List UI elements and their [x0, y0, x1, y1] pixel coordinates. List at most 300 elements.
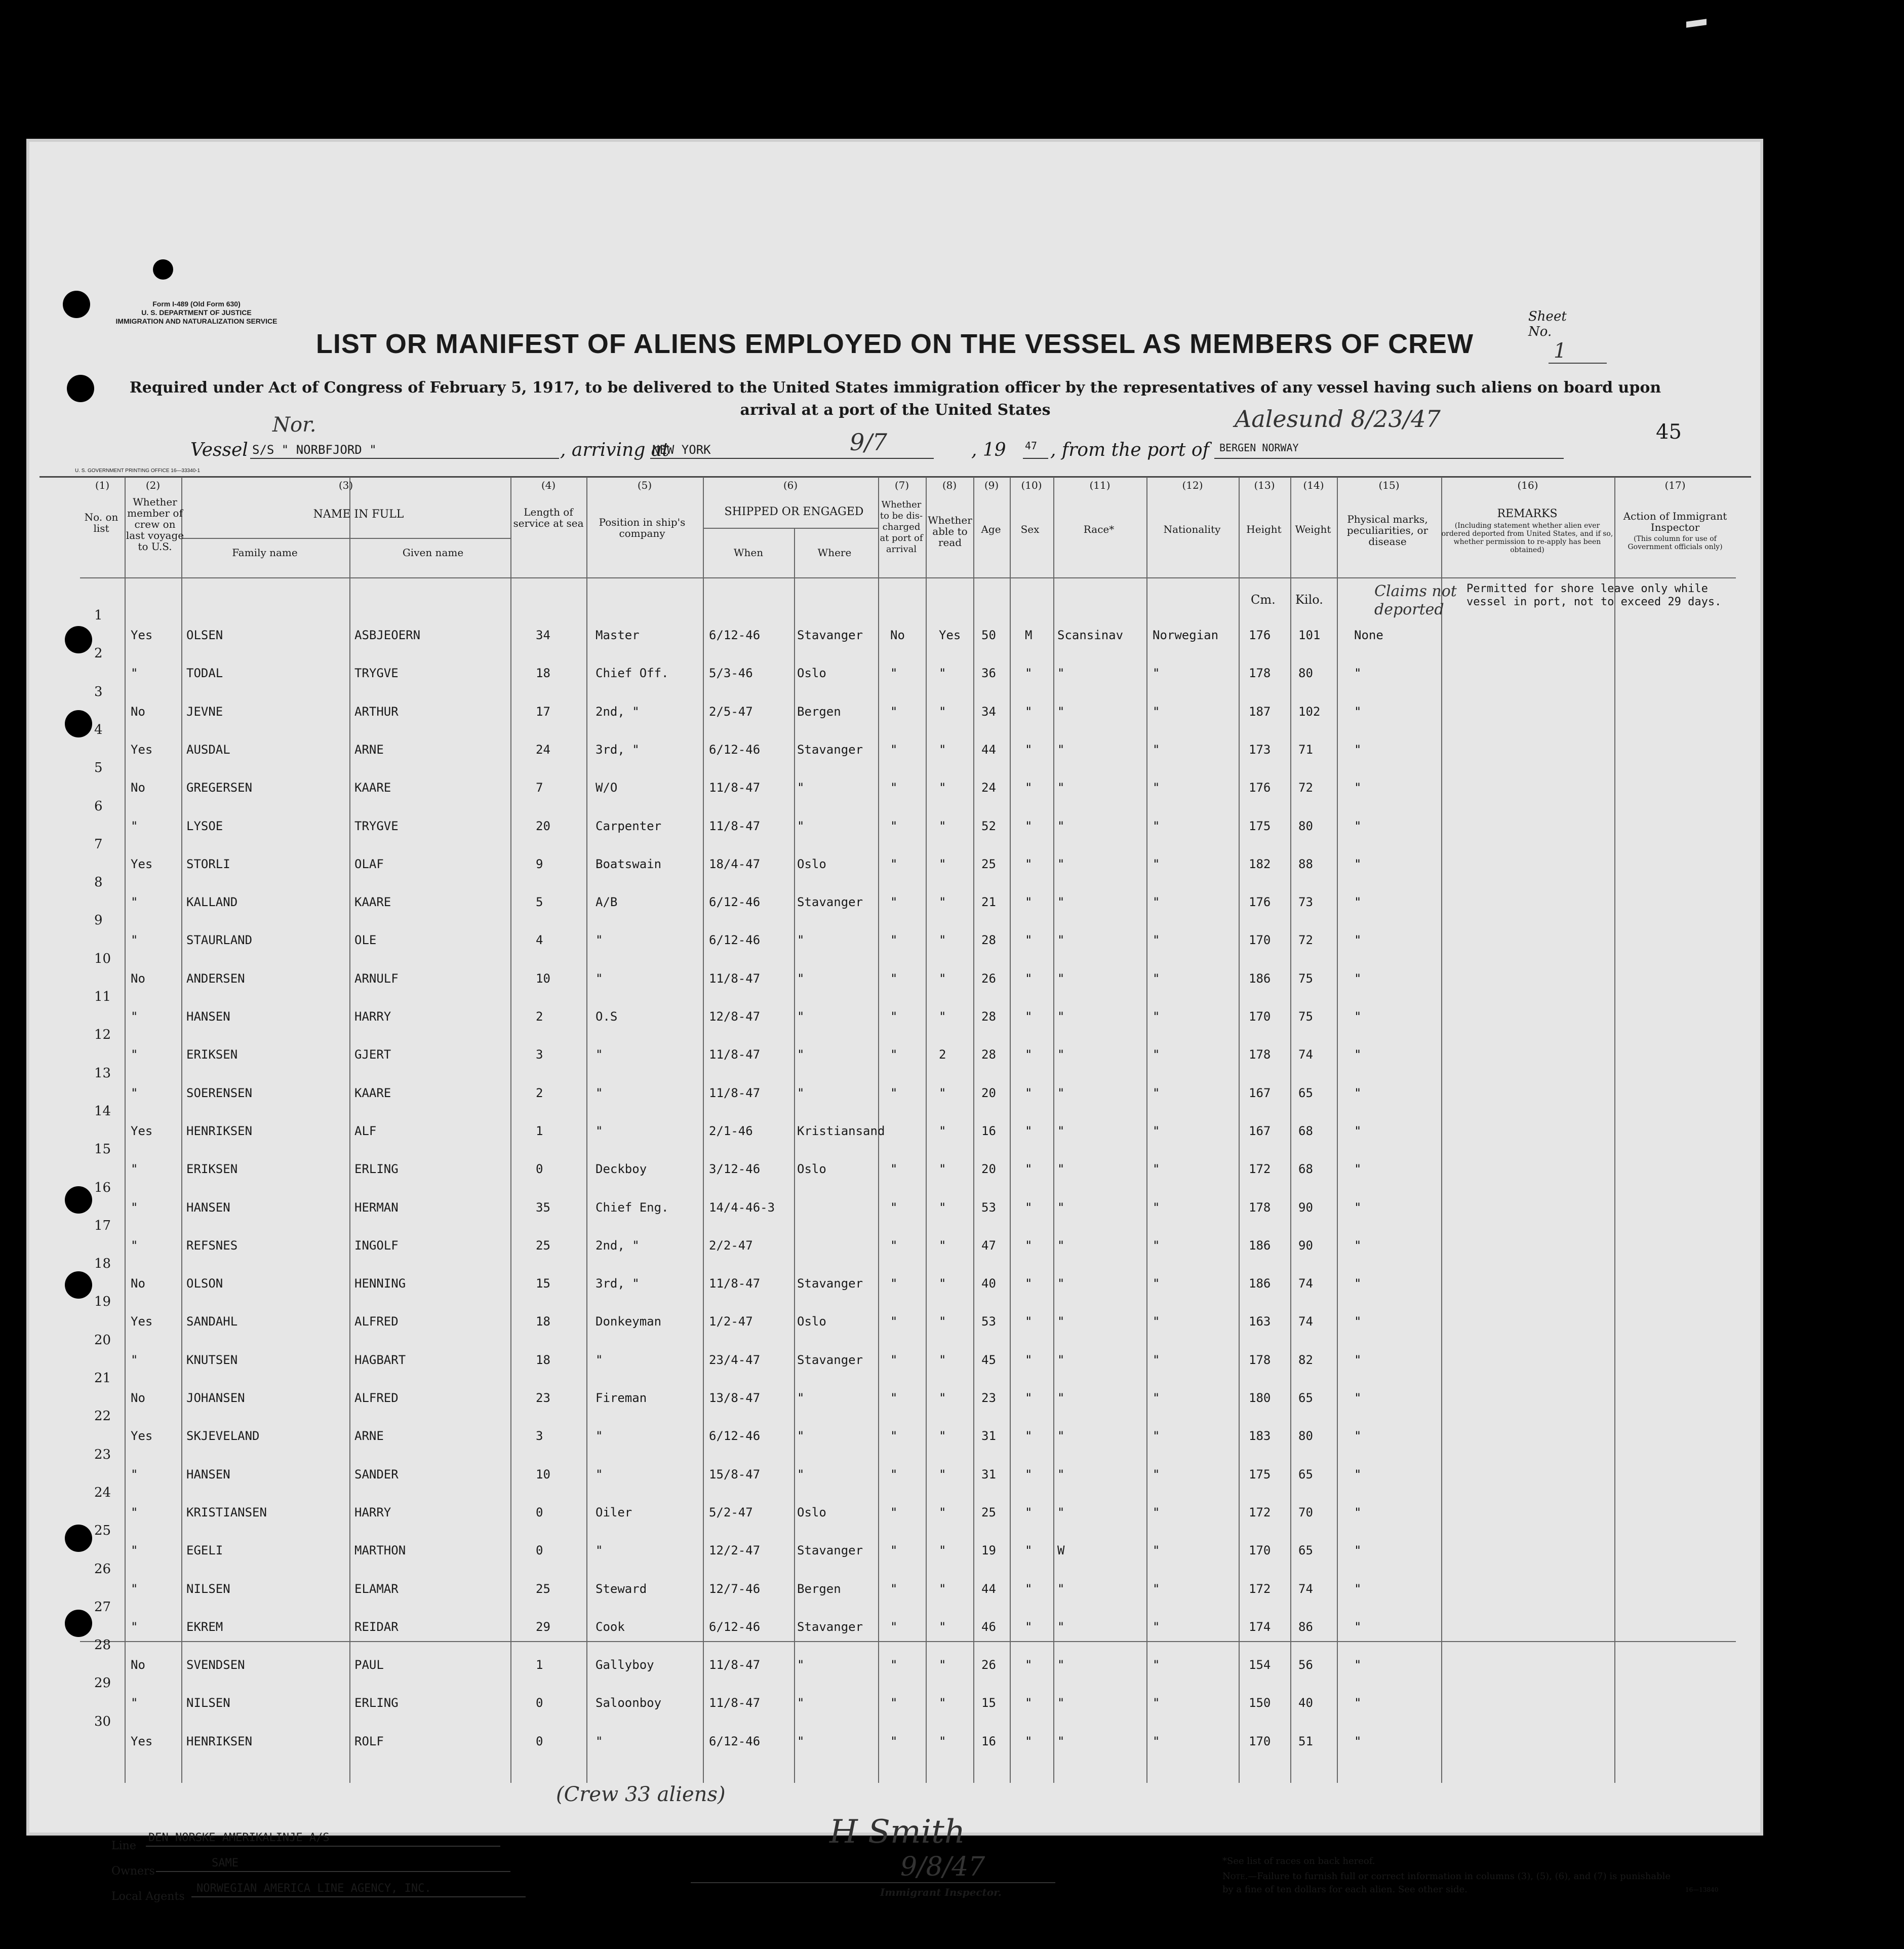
cell-row-number: 23 — [94, 1447, 111, 1462]
cell-height: 182 — [1249, 856, 1271, 871]
cell-family-name: KRISTIANSEN — [186, 1505, 267, 1519]
cell-when: 11/8-47 — [709, 1658, 761, 1672]
cell-physical: " — [1354, 742, 1362, 757]
cell-physical: " — [1354, 781, 1362, 795]
cell-position: Steward — [596, 1581, 647, 1596]
cell-nationality: " — [1153, 1543, 1160, 1558]
cell-prior-voyage: Yes — [131, 1734, 153, 1748]
cell-nationality: " — [1153, 1238, 1160, 1253]
cell-race: " — [1057, 1009, 1065, 1024]
cell-weight: 80 — [1298, 818, 1313, 833]
cell-read: " — [939, 1696, 946, 1710]
cell-where: Kristiansand — [797, 1123, 885, 1138]
cell-race: " — [1057, 1505, 1065, 1519]
cell-given-name: KAARE — [354, 1085, 391, 1100]
cell-height: 183 — [1249, 1429, 1271, 1444]
cell-position: Saloonboy — [596, 1696, 662, 1710]
cell-weight: 72 — [1298, 781, 1313, 795]
cell-prior-voyage: " — [131, 1162, 138, 1177]
cell-sex: " — [1025, 1162, 1033, 1177]
races-note: *See list of races on back hereof. — [1222, 1856, 1375, 1866]
cell-row-number: 5 — [94, 760, 103, 776]
header-remarks: REMARKS — [1497, 508, 1558, 520]
cell-family-name: NILSEN — [186, 1696, 230, 1710]
cell-prior-voyage: " — [131, 1581, 138, 1596]
cell-when: 11/8-47 — [709, 781, 761, 795]
cell-prior-voyage: " — [131, 895, 138, 910]
header-action: Action of Immigrant Inspector — [1623, 510, 1727, 533]
cell-prior-voyage: " — [131, 1238, 138, 1253]
cell-discharged: No — [890, 628, 905, 642]
cell-where: Oslo — [797, 666, 826, 681]
cell-nationality: " — [1153, 1276, 1160, 1291]
column-number: (6) — [783, 479, 798, 491]
cell-sex: " — [1025, 666, 1033, 681]
cell-race: " — [1057, 971, 1065, 986]
cell-service-length: 7 — [536, 781, 543, 795]
cell-age: 28 — [981, 933, 996, 948]
cell-weight: 56 — [1298, 1658, 1313, 1672]
cell-prior-voyage: " — [131, 1085, 138, 1100]
cell-physical: " — [1354, 818, 1362, 833]
cell-given-name: OLAF — [354, 856, 384, 871]
table-column-rule — [586, 477, 587, 1783]
cell-discharged: " — [890, 1619, 898, 1634]
header-family-name: Family name — [232, 547, 298, 559]
cell-sex: " — [1025, 742, 1033, 757]
cell-when: 11/8-47 — [709, 971, 761, 986]
cell-height: 186 — [1249, 1276, 1271, 1291]
cell-weight: 65 — [1298, 1543, 1313, 1558]
cell-age: 20 — [981, 1162, 996, 1177]
table-column-rule — [794, 528, 795, 1783]
cell-age: 44 — [981, 1581, 996, 1596]
cell-service-length: 2 — [536, 1085, 543, 1100]
cell-age: 36 — [981, 666, 996, 681]
cell-given-name: KAARE — [354, 895, 391, 910]
cell-when: 11/8-47 — [709, 1085, 761, 1100]
cell-discharged: " — [890, 933, 898, 948]
cell-where: Stavanger — [797, 1543, 863, 1558]
cell-position: 2nd, " — [596, 704, 640, 719]
cell-physical: None — [1354, 628, 1383, 642]
cell-race: " — [1057, 1276, 1065, 1291]
cell-family-name: OLSON — [186, 1276, 223, 1291]
cell-age: 28 — [981, 1047, 996, 1062]
cell-where: " — [797, 1658, 805, 1672]
cell-family-name: KALLAND — [186, 895, 238, 910]
cell-physical: " — [1354, 933, 1362, 948]
cell-sex: " — [1025, 1200, 1033, 1215]
cell-prior-voyage: " — [131, 1467, 138, 1482]
table-column-rule — [973, 477, 974, 1783]
remarks-handwritten: Claims not deported — [1374, 582, 1457, 618]
cell-physical: " — [1354, 1314, 1362, 1329]
cell-prior-voyage: No — [131, 971, 145, 986]
cell-discharged: " — [890, 1314, 898, 1329]
from-port-label: , from the port of — [1050, 440, 1209, 460]
cell-given-name: ROLF — [354, 1734, 384, 1748]
cell-position: " — [596, 1047, 603, 1062]
cell-race: " — [1057, 1658, 1065, 1672]
inspector-label: Immigrant Inspector. — [880, 1886, 1002, 1898]
cell-read: " — [939, 1276, 946, 1291]
cell-nationality: " — [1153, 818, 1160, 833]
cell-height: 170 — [1249, 1734, 1271, 1748]
vessel-flag-handwritten: Nor. — [272, 413, 316, 437]
cell-weight: 51 — [1298, 1734, 1313, 1748]
cell-family-name: HANSEN — [186, 1200, 230, 1215]
cell-given-name: REIDAR — [354, 1619, 399, 1634]
cell-given-name: TRYGVE — [354, 666, 399, 681]
cell-race: " — [1057, 704, 1065, 719]
cell-where: Stavanger — [797, 628, 863, 642]
cell-height: 170 — [1249, 933, 1271, 948]
cell-sex: " — [1025, 1276, 1033, 1291]
cell-race: " — [1057, 1734, 1065, 1748]
cell-sex: " — [1025, 895, 1033, 910]
cell-family-name: HANSEN — [186, 1009, 230, 1024]
cell-discharged: " — [890, 1505, 898, 1519]
cell-family-name: LYSOE — [186, 818, 223, 833]
cell-position: Deckboy — [596, 1162, 647, 1177]
table-column-rule — [349, 477, 350, 1783]
cell-row-number: 11 — [94, 989, 111, 1004]
cell-service-length: 1 — [536, 1123, 543, 1138]
cell-discharged: " — [890, 1047, 898, 1062]
cell-discharged: " — [890, 781, 898, 795]
punch-hole — [65, 1610, 92, 1637]
cell-read: " — [939, 818, 946, 833]
cell-sex: " — [1025, 1581, 1033, 1596]
cell-height: 176 — [1249, 895, 1271, 910]
cell-age: 26 — [981, 971, 996, 986]
cell-family-name: REFSNES — [186, 1238, 238, 1253]
cell-service-length: 9 — [536, 856, 543, 871]
cell-family-name: TODAL — [186, 666, 223, 681]
cell-age: 21 — [981, 895, 996, 910]
cell-row-number: 3 — [94, 684, 103, 699]
cell-row-number: 6 — [94, 798, 103, 814]
cell-given-name: OLE — [354, 933, 377, 948]
cell-read: " — [939, 1123, 946, 1138]
punch-hole — [67, 375, 94, 402]
cell-race: W — [1057, 1543, 1065, 1558]
cell-nationality: " — [1153, 1085, 1160, 1100]
cell-physical: " — [1354, 1009, 1362, 1024]
cell-position: A/B — [596, 895, 618, 910]
cell-read: " — [939, 1238, 946, 1253]
cell-row-number: 9 — [94, 913, 103, 928]
cell-family-name: ANDERSEN — [186, 971, 245, 986]
cell-nationality: " — [1153, 933, 1160, 948]
cell-family-name: SANDAHL — [186, 1314, 238, 1329]
cell-service-length: 2 — [536, 1009, 543, 1024]
cell-sex: " — [1025, 781, 1033, 795]
cell-family-name: OLSEN — [186, 628, 223, 642]
column-number: (9) — [984, 479, 999, 491]
cell-physical: " — [1354, 1734, 1362, 1748]
cell-nationality: " — [1153, 1314, 1160, 1329]
cell-row-number: 14 — [94, 1103, 111, 1119]
cell-nationality: " — [1153, 1581, 1160, 1596]
cell-age: 50 — [981, 628, 996, 642]
penalty-note — [1222, 1870, 1678, 1896]
table-column-rule — [703, 477, 704, 1783]
cell-discharged: " — [890, 1238, 898, 1253]
cell-race: " — [1057, 1352, 1065, 1367]
cell-where: " — [797, 1009, 805, 1024]
owners-label: Owners — [111, 1865, 155, 1878]
cell-position: " — [596, 1085, 603, 1100]
cell-when: 2/1-46 — [709, 1123, 753, 1138]
cell-service-length: 4 — [536, 933, 543, 948]
cell-service-length: 0 — [536, 1543, 543, 1558]
cell-given-name: ALFRED — [354, 1391, 399, 1405]
cell-service-length: 34 — [536, 628, 550, 642]
cell-sex: " — [1025, 1238, 1033, 1253]
sheet-label: Sheet No. — [1528, 309, 1567, 339]
cell-nationality: " — [1153, 1162, 1160, 1177]
cell-service-length: 1 — [536, 1658, 543, 1672]
table-column-rule — [1614, 477, 1615, 1783]
header-where: Where — [817, 547, 852, 559]
cell-sex: " — [1025, 1734, 1033, 1748]
cell-sex: " — [1025, 818, 1033, 833]
cell-physical: " — [1354, 895, 1362, 910]
cell-weight: 88 — [1298, 856, 1313, 871]
cell-given-name: PAUL — [354, 1658, 384, 1672]
cell-discharged: " — [890, 1352, 898, 1367]
cell-discharged: " — [890, 1734, 898, 1748]
cell-prior-voyage: No — [131, 704, 145, 719]
cell-weight: 80 — [1298, 1429, 1313, 1444]
cell-weight: 71 — [1298, 742, 1313, 757]
cell-when: 11/8-47 — [709, 1696, 761, 1710]
cell-physical: " — [1354, 1467, 1362, 1482]
agents-label: Local Agents — [111, 1890, 185, 1903]
cell-row-number: 30 — [94, 1713, 111, 1729]
header-read: Whether able to read — [928, 514, 972, 549]
cell-position: 3rd, " — [596, 1276, 640, 1291]
cell-sex: " — [1025, 1314, 1033, 1329]
cell-height: 186 — [1249, 1238, 1271, 1253]
cell-nationality: " — [1153, 1734, 1160, 1748]
cell-service-length: 18 — [536, 1314, 550, 1329]
header-height: Height — [1246, 523, 1282, 535]
cell-where: Bergen — [797, 1581, 841, 1596]
cell-family-name: JOHANSEN — [186, 1391, 245, 1405]
department-name: U. S. DEPARTMENT OF JUSTICE — [141, 308, 252, 317]
cell-discharged: " — [890, 1200, 898, 1215]
cell-position: " — [596, 1543, 603, 1558]
cell-when: 11/8-47 — [709, 1276, 761, 1291]
remarks-typed: Permitted for shore leave only while vessel in port, not to exceed 29 days. — [1466, 582, 1722, 608]
column-number: (7) — [894, 479, 909, 491]
cell-position: Chief Off. — [596, 666, 669, 681]
cell-discharged: " — [890, 1085, 898, 1100]
cell-service-length: 10 — [536, 971, 550, 986]
cell-race: " — [1057, 1085, 1065, 1100]
cell-nationality: " — [1153, 895, 1160, 910]
cell-physical: " — [1354, 1581, 1362, 1596]
punch-hole — [65, 1271, 92, 1299]
form-identification — [90, 300, 303, 326]
cell-family-name: ERIKSEN — [186, 1047, 238, 1062]
cell-height: 178 — [1249, 1047, 1271, 1062]
cell-given-name: GJERT — [354, 1047, 391, 1062]
header-length-service: Length of service at sea — [513, 506, 584, 529]
cell-nationality: " — [1153, 1352, 1160, 1367]
header-physical: Physical marks, peculiarities, or disease — [1346, 513, 1429, 548]
form-number: Form I-489 (Old Form 630) — [152, 300, 241, 308]
cell-given-name: ALF — [354, 1123, 377, 1138]
cell-where: " — [797, 1696, 805, 1710]
table-column-rule — [1146, 477, 1147, 1783]
cell-family-name: ERIKSEN — [186, 1162, 238, 1177]
height-unit: Cm. — [1251, 593, 1276, 607]
cell-where: " — [797, 1734, 805, 1748]
vessel-label: Vessel — [190, 440, 248, 460]
arrival-year: 47 — [1025, 440, 1038, 452]
cell-age: 25 — [981, 856, 996, 871]
cell-height: 180 — [1249, 1391, 1271, 1405]
cell-service-length: 0 — [536, 1505, 543, 1519]
cell-weight: 90 — [1298, 1238, 1313, 1253]
cell-sex: " — [1025, 704, 1033, 719]
cell-age: 15 — [981, 1696, 996, 1710]
cell-family-name: SKJEVELAND — [186, 1429, 260, 1444]
cell-read: " — [939, 1505, 946, 1519]
page-title: LIST OR MANIFEST OF ALIENS EMPLOYED ON THE VESSEL AS MEMBERS OF CREW — [315, 329, 1474, 359]
cell-age: 53 — [981, 1314, 996, 1329]
cell-service-length: 0 — [536, 1162, 543, 1177]
cell-position: Donkeyman — [596, 1314, 662, 1329]
cell-age: 44 — [981, 742, 996, 757]
cell-position: Oiler — [596, 1505, 632, 1519]
page-number: 45 — [1656, 420, 1682, 444]
cell-position: Chief Eng. — [596, 1200, 669, 1215]
cell-nationality: " — [1153, 1200, 1160, 1215]
cell-read: " — [939, 1009, 946, 1024]
agents-value: NORWEGIAN AMERICA LINE AGENCY, INC. — [196, 1882, 431, 1895]
cell-service-length: 24 — [536, 742, 550, 757]
cell-given-name: ARNE — [354, 1429, 384, 1444]
cell-prior-voyage: " — [131, 1696, 138, 1710]
cell-weight: 74 — [1298, 1276, 1313, 1291]
header-remarks-sub: (Including statement whether alien ever ordered deported from United States, and if so, whether permission to re-apply has been obtained) — [1441, 522, 1613, 554]
cell-discharged: " — [890, 1543, 898, 1558]
cell-weight: 65 — [1298, 1467, 1313, 1482]
cell-position: Cook — [596, 1619, 625, 1634]
cell-prior-voyage: " — [131, 1200, 138, 1215]
header-shipped: SHIPPED OR ENGAGED — [724, 505, 864, 518]
cell-age: 24 — [981, 781, 996, 795]
cell-physical: " — [1354, 1429, 1362, 1444]
cell-service-length: 18 — [536, 1352, 550, 1367]
cell-when: 6/12-46 — [709, 628, 761, 642]
cell-sex: " — [1025, 1543, 1033, 1558]
cell-nationality: " — [1153, 856, 1160, 871]
cell-height: 176 — [1249, 628, 1271, 642]
cell-weight: 68 — [1298, 1123, 1313, 1138]
cell-sex: M — [1025, 628, 1033, 642]
column-number: (13) — [1254, 479, 1275, 491]
cell-race: " — [1057, 1467, 1065, 1482]
cell-position: " — [596, 971, 603, 986]
cell-height: 172 — [1249, 1505, 1271, 1519]
table-column-rule — [1239, 477, 1240, 1783]
column-number: (14) — [1303, 479, 1324, 491]
table-column-rule — [1010, 477, 1011, 1783]
cell-read: " — [939, 1467, 946, 1482]
service-name: IMMIGRATION AND NATURALIZATION SERVICE — [115, 317, 277, 325]
cell-family-name: STAURLAND — [186, 933, 253, 948]
cell-nationality: " — [1153, 1123, 1160, 1138]
cell-nationality: " — [1153, 1009, 1160, 1024]
cell-when: 6/12-46 — [709, 1429, 761, 1444]
cell-given-name: MARTHON — [354, 1543, 406, 1558]
cell-weight: 73 — [1298, 895, 1313, 910]
cell-read: " — [939, 1314, 946, 1329]
cell-family-name: EGELI — [186, 1543, 223, 1558]
header-sex: Sex — [1020, 523, 1040, 535]
cell-age: 53 — [981, 1200, 996, 1215]
cell-sex: " — [1025, 1009, 1033, 1024]
cell-weight: 74 — [1298, 1314, 1313, 1329]
cell-age: 31 — [981, 1467, 996, 1482]
cell-prior-voyage: " — [131, 1505, 138, 1519]
cell-prior-voyage: " — [131, 666, 138, 681]
cell-read: " — [939, 1162, 946, 1177]
cell-family-name: GREGERSEN — [186, 781, 253, 795]
cell-family-name: KNUTSEN — [186, 1352, 238, 1367]
inspector-date: 9/8/47 — [900, 1852, 985, 1882]
table-subheader-rule — [703, 528, 878, 529]
cell-where: " — [797, 781, 805, 795]
cell-discharged: " — [890, 704, 898, 719]
cell-race: " — [1057, 1238, 1065, 1253]
cell-family-name: STORLI — [186, 856, 230, 871]
cell-service-length: 3 — [536, 1429, 543, 1444]
port-handwritten: Aalesund 8/23/47 — [1235, 405, 1441, 433]
cell-nationality: " — [1153, 1658, 1160, 1672]
cell-nationality: " — [1153, 1047, 1160, 1062]
cell-age: 47 — [981, 1238, 996, 1253]
cell-given-name: HAGBART — [354, 1352, 406, 1367]
cell-nationality: " — [1153, 781, 1160, 795]
punch-hole — [63, 291, 90, 318]
cell-row-number: 19 — [94, 1294, 111, 1310]
cell-row-number: 20 — [94, 1332, 111, 1348]
cell-position: " — [596, 1352, 603, 1367]
cell-position: Master — [596, 628, 640, 642]
cell-given-name: HENNING — [354, 1276, 406, 1291]
cell-prior-voyage: " — [131, 933, 138, 948]
cell-row-number: 27 — [94, 1599, 111, 1615]
cell-prior-voyage: No — [131, 1658, 145, 1672]
cell-weight: 75 — [1298, 971, 1313, 986]
cell-where: " — [797, 1391, 805, 1405]
cell-row-number: 29 — [94, 1675, 111, 1691]
cell-sex: " — [1025, 1352, 1033, 1367]
cell-where: " — [797, 1467, 805, 1482]
cell-physical: " — [1354, 1505, 1362, 1519]
cell-race: " — [1057, 1314, 1065, 1329]
punch-hole — [65, 710, 92, 737]
cell-service-length: 23 — [536, 1391, 550, 1405]
cell-physical: " — [1354, 1352, 1362, 1367]
